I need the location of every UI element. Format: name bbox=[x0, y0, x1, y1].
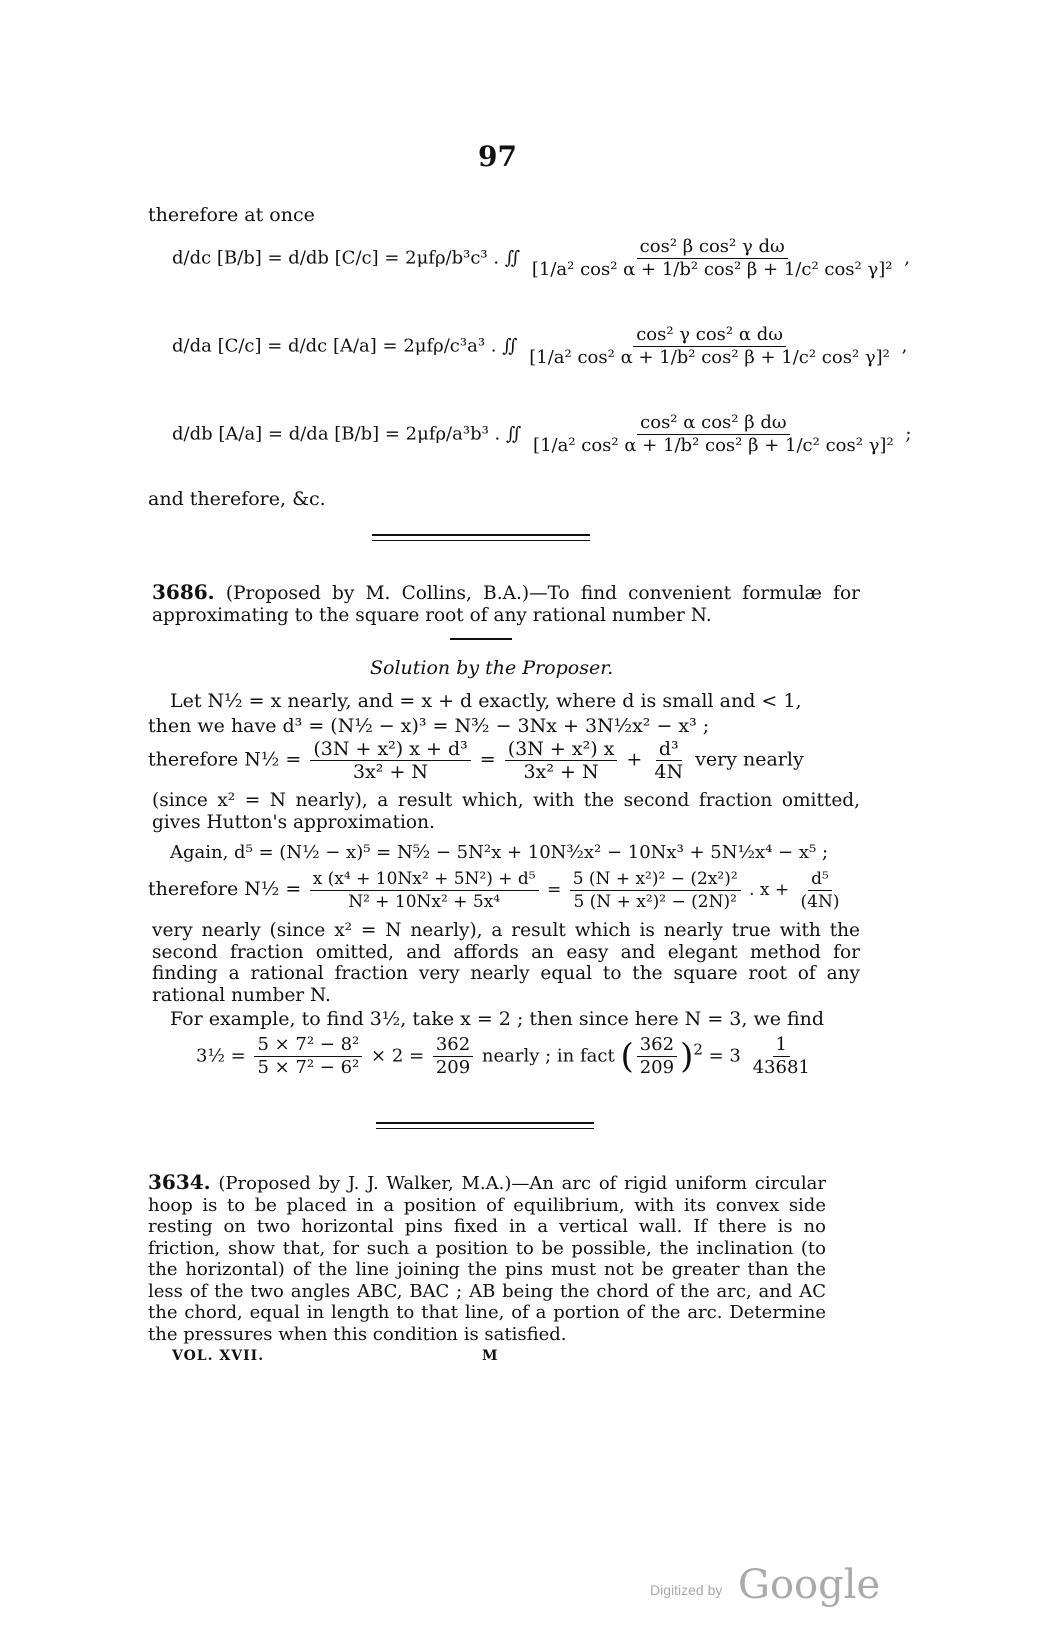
denominator: 3x² + N bbox=[353, 761, 429, 783]
footer-signature: M bbox=[482, 1348, 498, 1364]
fraction bbox=[570, 868, 741, 913]
intro-text: therefore at once bbox=[148, 204, 315, 226]
numerator: x (x⁴ + 10Nx² + 5N²) + d⁵ bbox=[310, 868, 539, 891]
fraction bbox=[433, 1034, 473, 1079]
equation-lhs: therefore N½ = bbox=[148, 748, 302, 771]
fraction bbox=[750, 1034, 813, 1079]
denominator: 5 × 7² − 6² bbox=[257, 1057, 360, 1078]
denominator: 3x² + N bbox=[523, 761, 599, 783]
problem-number: 3686. bbox=[152, 580, 215, 604]
equation-denominator: [1/a² cos² α + 1/b² cos² β + 1/c² cos² γ]² bbox=[533, 435, 894, 456]
solution-line-3 bbox=[148, 738, 804, 783]
numerator: 362 bbox=[433, 1034, 473, 1057]
solution-line-6: For example, to find 3½, take x = 2 ; then since here N = 3, we find bbox=[170, 1008, 825, 1030]
fraction bbox=[310, 738, 470, 783]
fraction bbox=[310, 868, 539, 913]
equation-eq: = 3 bbox=[708, 1045, 741, 1067]
solution-line-7 bbox=[196, 1034, 816, 1079]
exponent: 2 bbox=[693, 1040, 703, 1059]
denominator: 4N bbox=[654, 761, 684, 783]
equation-lhs: 3½ = bbox=[196, 1045, 246, 1067]
equation-end: , bbox=[901, 335, 908, 357]
problem-text: (Proposed by M. Collins, B.A.)—To find convenient formulæ for approximating to the square root of any rational number N. bbox=[152, 583, 860, 626]
numerator: d³ bbox=[656, 738, 682, 761]
equation-integrand bbox=[530, 412, 897, 457]
fraction bbox=[254, 1034, 362, 1079]
fraction bbox=[637, 1034, 677, 1079]
equation-lhs: d/db [A/a] = d/da [B/b] = 2μfρ/a³b³ . ∬ bbox=[172, 423, 522, 445]
equation-end: , bbox=[904, 247, 910, 269]
fraction bbox=[505, 738, 618, 783]
equation-numerator: cos² γ cos² α dω bbox=[633, 324, 786, 347]
denominator: 209 bbox=[435, 1057, 471, 1078]
equation-tail: very nearly bbox=[695, 748, 804, 771]
problem-number: 3634. bbox=[148, 1170, 211, 1194]
equation-integrand bbox=[526, 324, 893, 369]
denominator: 209 bbox=[639, 1057, 675, 1078]
section-divider bbox=[376, 1122, 594, 1124]
denominator: (4N) bbox=[800, 892, 840, 912]
numerator: d⁵ bbox=[808, 868, 832, 891]
solution-line-4: Again, d⁵ = (N½ − x)⁵ = N⁵⁄₂ − 5N²x + 10N³⁄₂x² − 10Nx³ + 5N½x⁴ − x⁵ ; bbox=[170, 842, 829, 863]
equation-mid: × 2 = bbox=[371, 1045, 425, 1067]
equation-end: ; bbox=[905, 423, 912, 445]
solution-line-5 bbox=[148, 868, 846, 913]
fraction bbox=[798, 868, 843, 913]
solution-line-2: then we have d³ = (N½ − x)³ = N³⁄₂ − 3Nx + 3N½x² − x³ ; bbox=[148, 715, 710, 737]
equation-denominator: [1/a² cos² α + 1/b² cos² β + 1/c² cos² γ]² bbox=[529, 347, 890, 368]
denominator: N² + 10Nx² + 5x⁴ bbox=[348, 892, 501, 912]
digitized-label: Digitized by bbox=[650, 1582, 723, 1598]
section-divider bbox=[372, 534, 590, 536]
denominator: 43681 bbox=[752, 1057, 810, 1078]
closing-text: and therefore, &c. bbox=[148, 488, 326, 510]
equals: = bbox=[547, 880, 562, 900]
numerator: 5 (N + x²)² − (2x²)² bbox=[570, 868, 741, 891]
footer-volume: VOL. XVII. bbox=[172, 1348, 265, 1364]
numerator: (3N + x²) x + d³ bbox=[310, 738, 470, 761]
denominator: 5 (N + x²)² − (2N)² bbox=[573, 892, 737, 912]
section-divider bbox=[372, 540, 590, 541]
numerator: 362 bbox=[637, 1034, 677, 1057]
equation-row-3 bbox=[172, 412, 911, 457]
numerator: 5 × 7² − 8² bbox=[254, 1034, 362, 1057]
solution-line-1: Let N½ = x nearly, and = x + d exactly, where d is small and < 1, bbox=[170, 690, 802, 712]
equation-row-2 bbox=[172, 324, 907, 369]
google-logo: Google bbox=[738, 1562, 881, 1608]
page-number: 97 bbox=[478, 140, 517, 173]
plus: + bbox=[626, 748, 643, 771]
equation-row-1 bbox=[172, 236, 910, 281]
problem-text: (Proposed by J. J. Walker, M.A.)—An arc of rigid uniform circular hoop is to be placed in a position of equilibrium, with its convex side resting on two horizontal pins fixed in a vertical wall. If there is no friction, show that, for such a position to be possible, the inclination (to the horizontal) of the line joining the pins must not be greater than the less of the two angles ABC, BAC ; AB being the chord of the arc, and AC the chord, equal in length to that line, of a portion of the arc. Determine the pressures when this condition is satisfied. bbox=[148, 1173, 826, 1345]
equation-numerator: cos² α cos² β dω bbox=[637, 412, 789, 435]
numerator: 1 bbox=[773, 1034, 790, 1057]
section-divider bbox=[376, 1128, 594, 1129]
equals: = bbox=[479, 748, 496, 771]
numerator: (3N + x²) x bbox=[505, 738, 618, 761]
right-paren: ) bbox=[680, 1036, 694, 1077]
equation-lhs: d/da [C/c] = d/dc [A/a] = 2μfρ/c³a³ . ∬ bbox=[172, 335, 518, 357]
equation-tail: nearly ; in fact bbox=[481, 1045, 615, 1067]
equation-lhs: d/dc [B/b] = d/db [C/c] = 2μfρ/b³c³ . ∬ bbox=[172, 247, 521, 269]
equation-mid: . x + bbox=[749, 880, 790, 900]
left-paren: ( bbox=[620, 1036, 634, 1077]
equation-lhs: therefore N½ = bbox=[148, 878, 302, 900]
solution-heading: Solution by the Proposer. bbox=[370, 657, 614, 679]
short-divider bbox=[450, 638, 512, 640]
fraction bbox=[651, 738, 686, 783]
solution-paragraph-2: (since x² = N nearly), a result which, with the second fraction omitted, gives Hutton's approximation. bbox=[152, 790, 860, 833]
equation-numerator: cos² β cos² γ dω bbox=[637, 236, 788, 259]
equation-integrand bbox=[529, 236, 896, 281]
problem-3634-statement bbox=[148, 1172, 826, 1345]
solution-paragraph-3: very nearly (since x² = N nearly), a result which is nearly true with the second fraction omitted, and affords an easy and elegant method for finding a rational fraction very nearly equal to the square root of any rational number N. bbox=[152, 920, 860, 1006]
problem-3686-statement bbox=[152, 582, 860, 626]
equation-denominator: [1/a² cos² α + 1/b² cos² β + 1/c² cos² γ]² bbox=[531, 259, 893, 280]
